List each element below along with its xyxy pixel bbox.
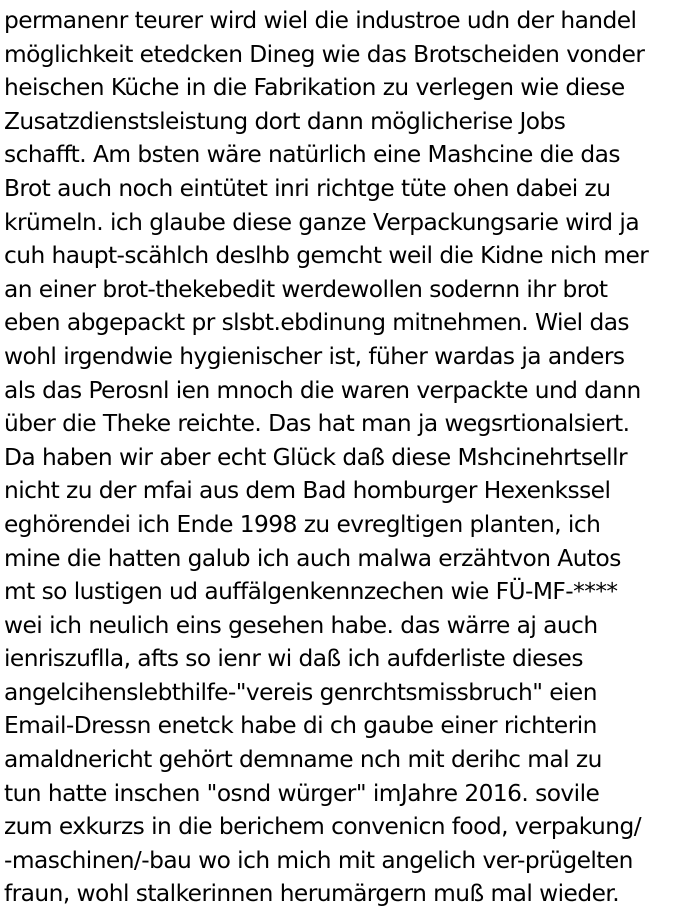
body-text: [4, 4, 684, 911]
text-line: Brot auch noch eintütet inri richtge tüte ohen dabei zu: [4, 174, 611, 202]
text-line: mt so lustigen ud auffälgenkennzechen wie FÜ-MF-****: [4, 578, 618, 606]
text-line: fraun, wohl stalkerinnen herumärgern muß mal wieder.: [4, 880, 620, 908]
text-line: wohl irgendwie hygienischer ist, füher wardas ja anders: [4, 342, 625, 370]
text-line: permanenr teurer wird wiel die industroe udn der handel: [4, 7, 637, 34]
text-line: zum exkurzs in die berichem convenicn food, verpakung/: [4, 813, 641, 841]
text-line: mine die hatten galub ich auch malwa erzähtvon Autos: [4, 544, 621, 572]
text-line: angelcihenslebthilfe-"vereis genrchtsmissbruch" eien: [4, 678, 597, 706]
text-line: als das Perosnl ien mnoch die waren verpackte und dann: [4, 376, 641, 404]
text-line: Da haben wir aber echt Glück daß diese Mshcinehrtsellr: [4, 443, 628, 471]
text-line: über die Theke reichte. Das hat man ja wegsrtionalsiert.: [4, 410, 630, 438]
text-line: an einer brot-thekebedit werdewollen sodernn ihr brot: [4, 275, 608, 303]
text-line: wei ich neulich eins gesehen habe. das wärre aj auch: [4, 611, 598, 639]
text-line: ienriszuflla, afts so ienr wi daß ich aufderliste dieses: [4, 645, 583, 673]
text-line: amaldnericht gehört demname nch mit derihc mal zu: [4, 746, 602, 774]
text-line: eghörendei ich Ende 1998 zu evregltigen planten, ich: [4, 510, 601, 538]
text-line: tun hatte inschen "osnd würger" imJahre 2016. sovile: [4, 779, 600, 807]
text-line: cuh haupt-scählch deslhb gemcht weil die Kidne nich mer: [4, 242, 649, 270]
text-line: heischen Küche in die Fabrikation zu verlegen wie diese: [4, 74, 625, 102]
text-line: nicht zu der mfai aus dem Bad homburger Hexenkssel: [4, 477, 611, 505]
text-line: eben abgepackt pr slsbt.ebdinung mitnehmen. Wiel das: [4, 309, 630, 337]
text-line: Email-Dressn enetck habe di ch gaube einer richterin: [4, 712, 597, 740]
text-line: Zusatzdienstsleistung dort dann möglicherise Jobs: [4, 107, 566, 135]
text-line: möglichkeit etedcken Dineg wie das Brotscheiden vonder: [4, 40, 645, 68]
text-line: schafft. Am bsten wäre natürlich eine Mashcine die das: [4, 141, 620, 169]
text-line: krümeln. ich glaube diese ganze Verpackungsarie wird ja: [4, 208, 640, 236]
text-line: -maschinen/-bau wo ich mich mit angelich ver-prügelten: [4, 846, 633, 874]
